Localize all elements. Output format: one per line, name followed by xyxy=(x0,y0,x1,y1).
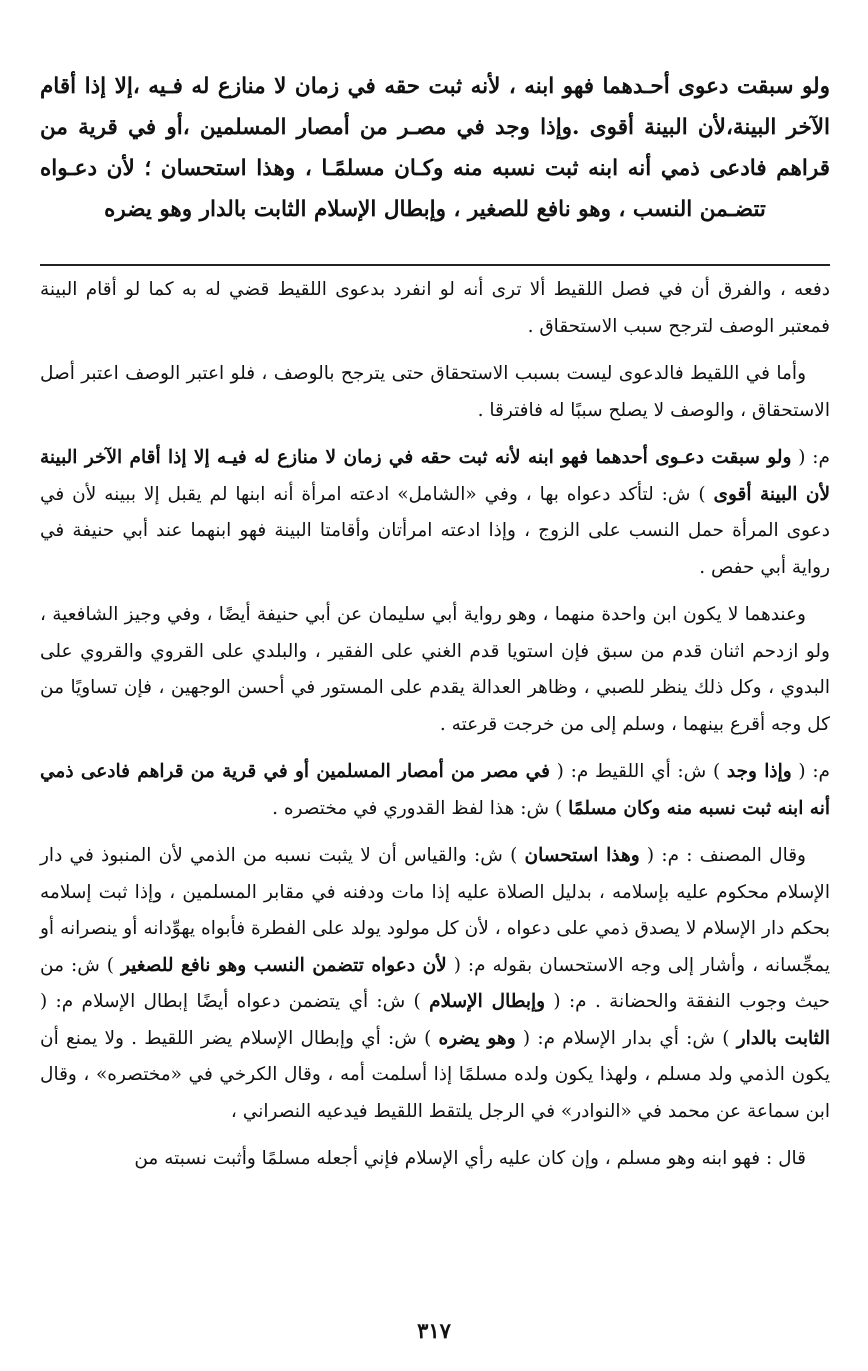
quoted-matn: وإبطال الإسلام xyxy=(429,991,546,1012)
matn-marker: م: ( xyxy=(791,761,831,782)
commentary-block xyxy=(40,272,830,1189)
commentary-text: ) ش: والقياس أن لا يثبت نسبه من الذمي لأن المنبوذ في دار الإسلام محكوم عليه بإسلامه ، بدليل الصلاة عليه إذا مات ودفنه في مقابر المسلمين ، وإذا ثبت إسلامه بحكم دار الإسلام لا يصدق ذمي على دعواه ، لأن كل مولود يولد على الفطرة فأبواه يهوِّدانه أو ينصرانه أو يمجِّسانه ، وأشار إلى وجه الاستحسان بقوله م: ( xyxy=(40,845,830,976)
commentary-text: ) ش: لتأكد دعواه بها ، وفي «الشامل» ادعته امرأة أنه ابنها لم يقبل إلا ببينه لأن في دعوى المرأة حمل النسب على الزوج ، وإذا ادعته امرأتان وأقامتا البينة فهو ابنهما عند أبي حنيفة في رواية أبي حفص . xyxy=(40,483,830,578)
commentary-paragraph-4: وعندهما لا يكون ابن واحدة منهما ، وهو رواية أبي سليمان عن أبي حنيفة أيضًا ، وفي وجيز الشافعية ، ولو ازدحم اثنان قدم من سبق فإن استويا قدم الغني على الفقير ، والبلدي على القروي والقروي على البدوي ، وكل ذلك ينظر للصبي ، وظاهر العدالة يقدم على المستور في أحسن الوجهين ، فإن تساويًا من كل وجه أقرع بينهما ، وسلم إلى من خرجت قرعته . xyxy=(40,604,830,735)
commentary-paragraph-6 xyxy=(40,838,830,1130)
commentary-text: ) ش: أي بدار الإسلام م: ( xyxy=(515,1027,737,1049)
quoted-matn: ولو سبقت دعـوى أحدهما فهو ابنه لأنه ثبت حقه في زمان لا منازع له فيـه إلا إذا أقام الآخر البينة لأن البينة أقوى xyxy=(40,447,830,505)
commentary-paragraph-5 xyxy=(40,754,830,827)
commentary-text: ) ش: أي يتضمن دعواه أيضًا إبطال الإسلام م: ( xyxy=(40,991,430,1012)
commentary-paragraph-3 xyxy=(40,440,830,586)
main-text-block xyxy=(40,66,830,230)
matn-marker: م: ( xyxy=(791,447,830,468)
commentary-paragraph-1: دفعه ، والفرق أن في فصل اللقيط ألا ترى أنه لو انفرد بدعوى اللقيط قضي له به كما لو أقام البينة فمعتبر الوصف لترجح سبب الاستحقاق . xyxy=(40,279,830,337)
commentary-text: ) ش: أي اللقيط م: ( xyxy=(549,761,727,782)
commentary-text: وقال المصنف : م: ( xyxy=(639,845,806,866)
quoted-matn: وإذا وجد xyxy=(726,761,792,782)
commentary-paragraph-7: قال : فهو ابنه وهو مسلم ، وإن كان عليه رأي الإسلام فإني أجعله مسلمًا وأثبت نسبته من xyxy=(134,1148,806,1169)
main-text-paragraph: ولو سبقت دعوى أحـدهما فهو ابنه ، لأنه ثبت حقه في زمان لا منازع له فـيه ،إلا إذا أقام الآخر البينة،لأن البينة أقوى .وإذا وجد في مصـر من أمصار المسلمين ،أو في قرية من قراهم فادعى ذمي أنه ابنه ثبت نسبه منه وكـان مسلمًـا ، وهذا استحسان ؛ لأن دعـواه تتضـمن النسب ، وهو نافع للصغير ، وإبطال الإسلام الثابت بالدار وهو يضره xyxy=(40,74,830,222)
page-number: ٣١٧ xyxy=(417,1318,451,1343)
commentary-paragraph-2: وأما في اللقيط فالدعوى ليست بسبب الاستحقاق حتى يترجح بالوصف ، فلو اعتبر الوصف اعتبر أصل الاستحقاق ، والوصف لا يصلح سببًا له فافترقا . xyxy=(40,363,830,421)
quoted-matn: لأن دعواه تتضمن النسب وهو نافع للصغير xyxy=(120,954,447,976)
commentary-text: ) ش: هذا لفظ القدوري في مختصره . xyxy=(272,797,569,819)
quoted-matn: في مصر من أمصار المسلمين أو في قرية من قراهم فادعى ذمي أنه ابنه ثبت نسبه منه وكان مسلمًا xyxy=(40,761,830,819)
commentary-text: ) ش: أي وإبطال الإسلام يضر اللقيط . ولا يمنع أن يكون الذمي ولد مسلم ، ولهذا يكون ولده مسلمًا إذا أسلمت أمه ، وقال الكرخي في «مختصره» ، وقال ابن سماعة عن محمد في «النوادر» في الرجل يلتقط اللقيط فيدعيه النصراني ، xyxy=(40,1027,830,1122)
quoted-matn: الثابت بالدار xyxy=(736,1027,830,1049)
quoted-matn: وهذا استحسان xyxy=(524,845,640,866)
commentary-text: ) ش: من حيث وجوب النفقة والحضانة . م: ( xyxy=(40,954,830,1012)
quoted-matn: وهو يضره xyxy=(438,1027,516,1049)
footnote-divider xyxy=(40,264,830,266)
